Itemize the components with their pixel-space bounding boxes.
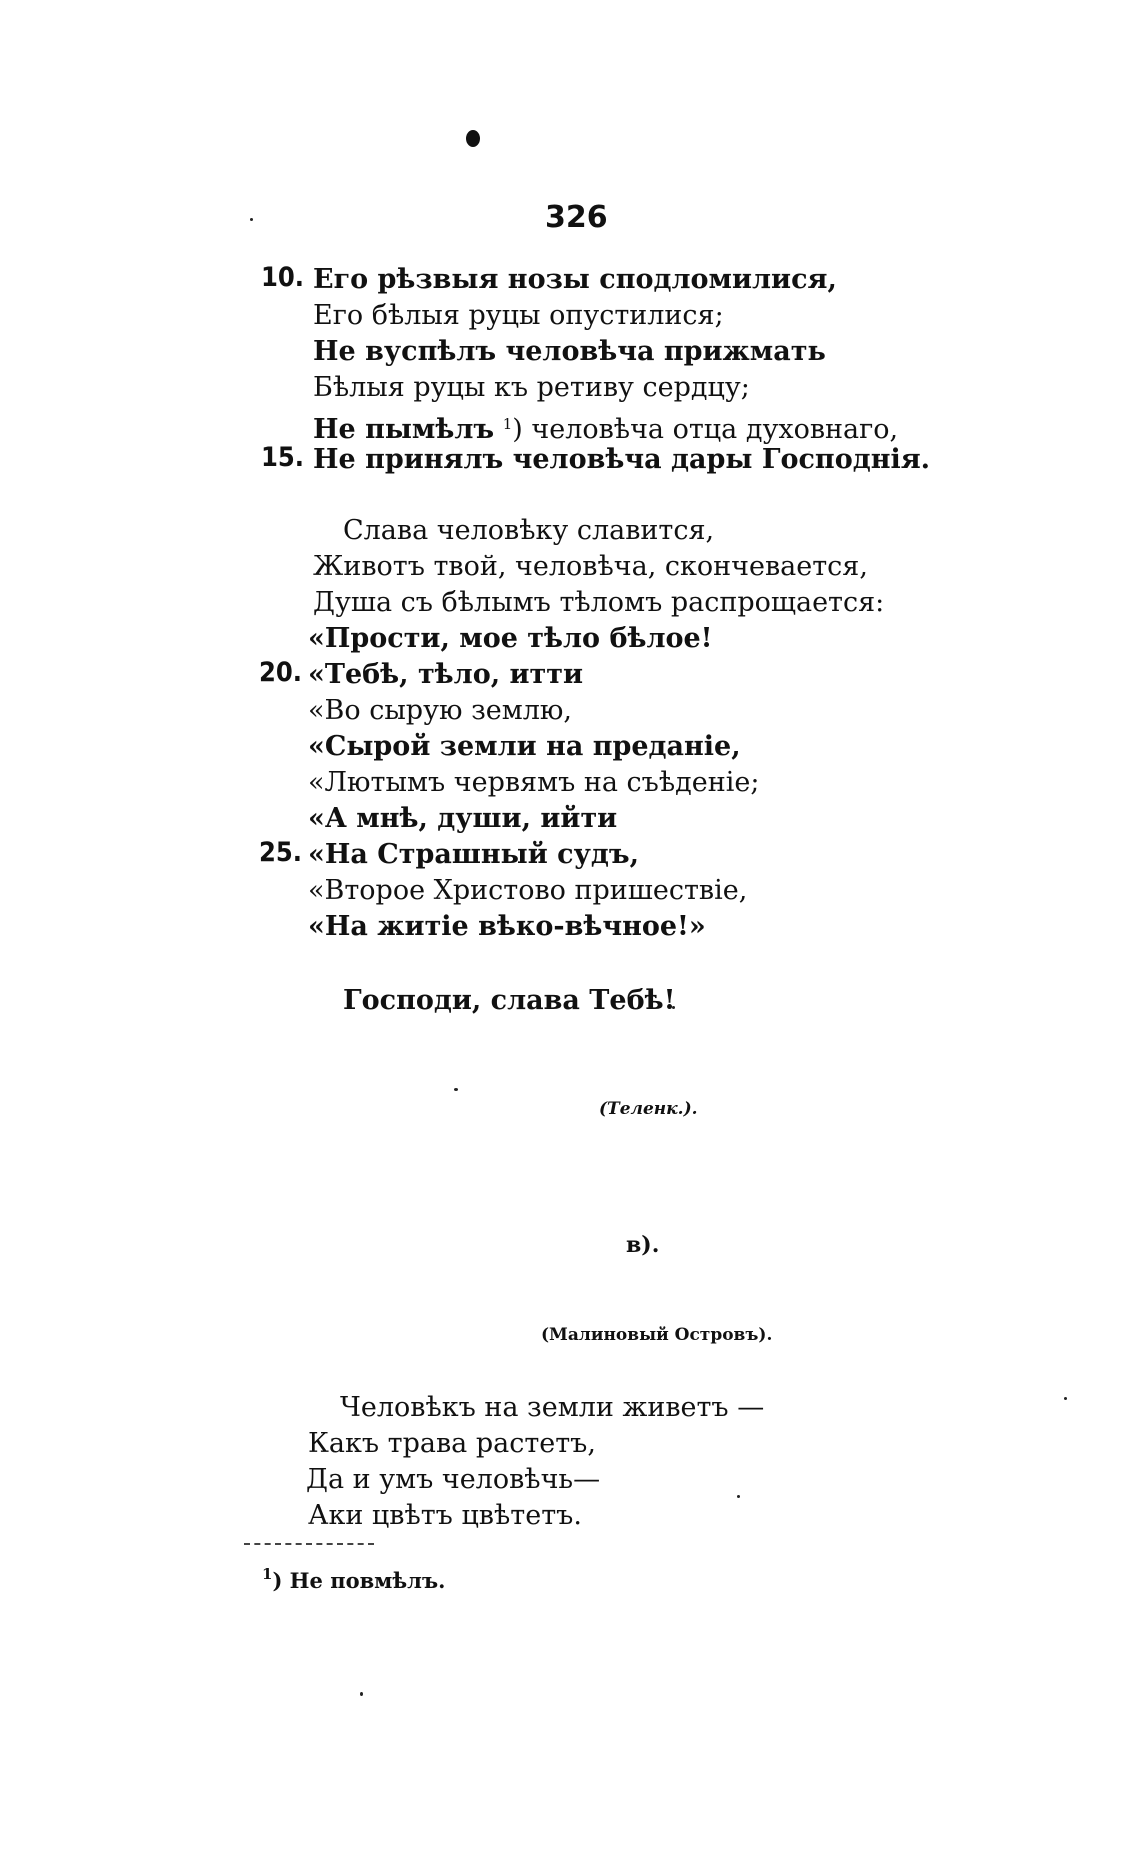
page-number: 326 <box>545 200 608 235</box>
line-number: 10. <box>261 262 305 293</box>
verse-line: Душа съ бѣлымъ тѣломъ распрощается: <box>313 587 885 618</box>
speck <box>1064 1397 1067 1400</box>
verse-line: «Сырой земли на преданіе, <box>308 731 741 762</box>
verse-line: Не вуспѣлъ человѣча прижмать <box>313 336 826 367</box>
verse-line: Слава человѣку славится, <box>343 515 715 546</box>
place-heading: (Малиновый Островъ). <box>541 1325 773 1345</box>
speck <box>360 1692 363 1696</box>
footnote-rule <box>244 1543 374 1545</box>
verse-segment: ) человѣча отца духовнаго, <box>512 414 899 445</box>
verse-line: Да и умъ человѣчь— <box>306 1464 601 1495</box>
verse-line: Человѣкъ на земли живетъ — <box>340 1392 765 1423</box>
verse-line: «На Страшный судъ, <box>308 839 639 870</box>
verse-line: Аки цвѣтъ цвѣтетъ. <box>308 1500 582 1531</box>
speck <box>250 218 253 221</box>
verse-line: «На житіе вѣко-вѣчное!» <box>308 911 706 942</box>
closing-line: Господи, слава Тебѣ! <box>343 985 676 1016</box>
verse-line: Не принялъ человѣча дары Господнія. <box>313 444 931 475</box>
verse-line: «Прости, мое тѣло бѣлое! <box>308 623 713 654</box>
speck <box>454 1088 458 1091</box>
verse-line: «Тебѣ, тѣло, итти <box>308 659 584 690</box>
footnote <box>262 1565 445 1593</box>
verse-line: «Второе Христово пришествіе, <box>308 875 748 906</box>
bullet-mark <box>466 130 480 147</box>
verse-line: Животъ твой, человѣча, скончевается, <box>313 551 868 582</box>
footnote-marker: 1 <box>262 1565 273 1583</box>
line-number: 15. <box>261 442 305 473</box>
section-marker: в). <box>626 1232 660 1258</box>
verse-segment: Не пымѣлъ <box>313 414 495 445</box>
footnote-text: ) Не повмѣлъ. <box>272 1568 446 1593</box>
speck <box>737 1495 740 1498</box>
line-number: 20. <box>259 657 303 688</box>
verse-line: «А мнѣ, души, ийти <box>308 803 618 834</box>
author-signature: (Теленк.). <box>599 1099 698 1119</box>
line-number: 25. <box>259 837 303 868</box>
footnote-ref: 1 <box>502 415 513 433</box>
verse-line: Его рѣзвыя нозы сподломилися, <box>313 264 837 295</box>
verse-line: «Лютымъ червямъ на съѣденіе; <box>308 767 760 798</box>
verse-line: Его бѣлыя руцы опустилися; <box>313 300 724 331</box>
verse-line: Бѣлыя руцы къ ретиву сердцу; <box>313 372 750 403</box>
verse-line: Какъ трава растетъ, <box>308 1428 596 1459</box>
verse-line: «Во сырую землю, <box>308 695 573 726</box>
